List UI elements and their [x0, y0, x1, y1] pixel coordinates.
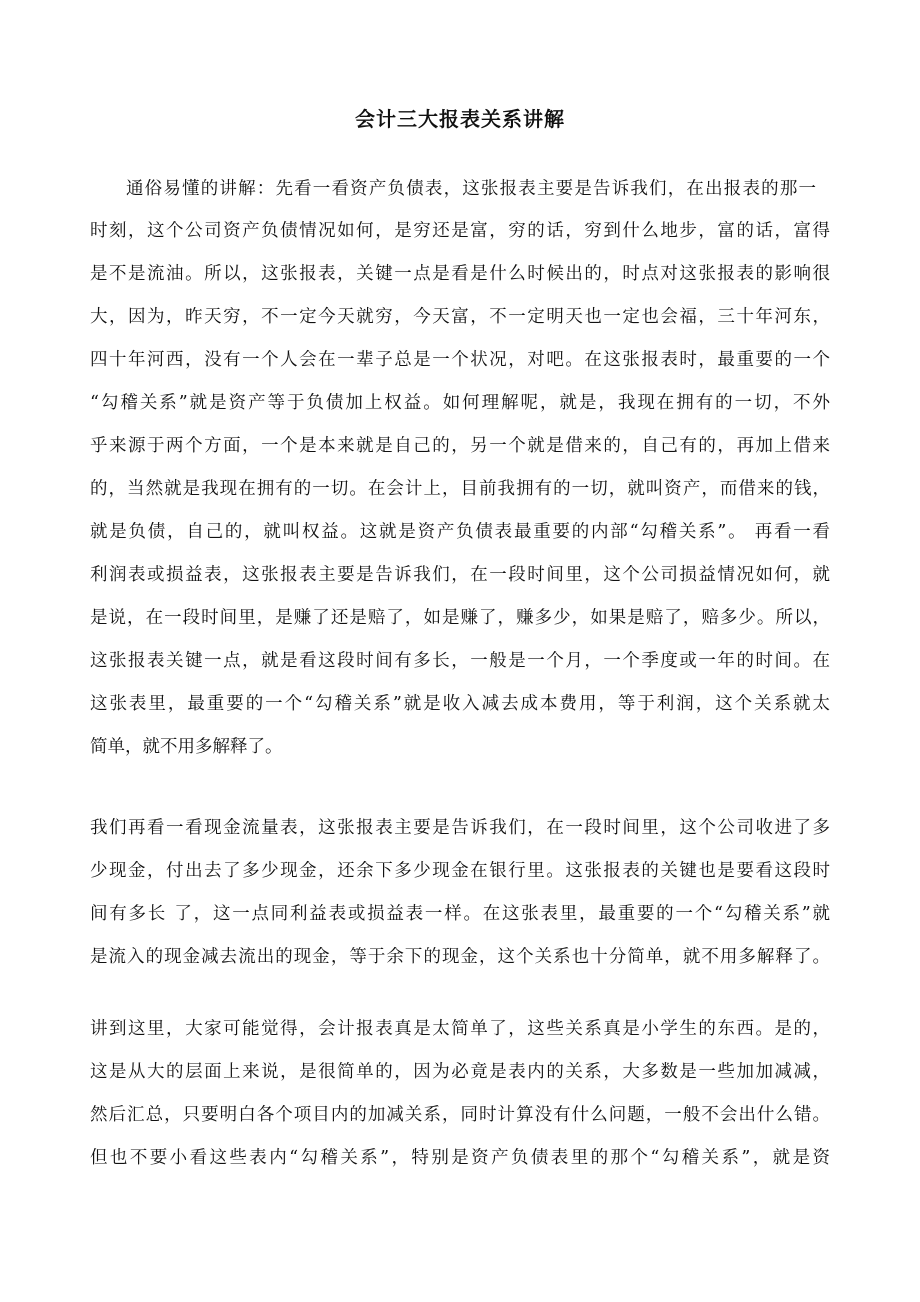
paragraph-1-line-1: 通俗易懂的讲解：先看一看资产负债表，这张报表主要是告诉我们，在出报表的那一 [126, 179, 816, 199]
paragraph-2-line-4: 是流入的现金减去流出的现金，等于余下的现金，这个关系也十分简单，就不用多解释了。 [90, 947, 830, 967]
paragraph-1-line-11: 是说，在一段时间里，是赚了还是赔了，如是赚了，赚多少，如果是赔了，赔多少。所以， [90, 608, 830, 628]
paragraph-2-line-2: 少现金，付出去了多少现金，还余下多少现金在银行里。这张报表的关键也是要看这段时 [90, 861, 830, 881]
paragraph-1-line-2: 时刻，这个公司资产负债情况如何，是穷还是富，穷的话，穷到什么地步，富的话，富得 [90, 221, 830, 241]
paragraph-3-line-1: 讲到这里，大家可能觉得，会计报表真是太简单了，这些关系真是小学生的东西。是的， [90, 1019, 830, 1039]
paragraph-3-line-2: 这是从大的层面上来说，是很简单的，因为必竟是表内的关系，大多数是一些加加减减， [90, 1062, 830, 1082]
paragraph-3-line-3: 然后汇总，只要明白各个项目内的加减关系，同时计算没有什么问题，一般不会出什么错。 [90, 1105, 830, 1125]
document-title: 会计三大报表关系讲解 [355, 107, 565, 131]
paragraph-1-line-9: 就是负债，自己的，就叫权益。这就是资产负债表最重要的内部“勾稽关系”。 再看一看 [90, 522, 830, 542]
paragraph-1-line-5: 四十年河西，没有一个人会在一辈子总是一个状况，对吧。在这张报表时，最重要的一个 [90, 350, 830, 370]
paragraph-1-line-4: 大，因为，昨天穷，不一定今天就穷，今天富，不一定明天也一定也会福，三十年河东， [90, 307, 830, 327]
paragraph-1-line-6: “勾稽关系”就是资产等于负债加上权益。如何理解呢，就是，我现在拥有的一切，不外 [90, 393, 830, 413]
paragraph-1-line-3: 是不是流油。所以，这张报表，关键一点是看是什么时候出的，时点对这张报表的影响很 [90, 264, 830, 284]
paragraph-1-line-7: 乎来源于两个方面，一个是本来就是自己的，另一个就是借来的，自己有的，再加上借来 [90, 436, 830, 456]
paragraph-2-line-1: 我们再看一看现金流量表，这张报表主要是告诉我们，在一段时间里，这个公司收进了多 [90, 818, 830, 838]
paragraph-1-line-10: 利润表或损益表，这张报表主要是告诉我们，在一段时间里，这个公司损益情况如何，就 [90, 565, 830, 585]
paragraph-1-line-14: 简单，就不用多解释了。 [90, 737, 283, 757]
paragraph-3-line-4: 但也不要小看这些表内“勾稽关系”，特别是资产负债表里的那个“勾稽关系”，就是资 [90, 1148, 830, 1168]
paragraph-1-line-12: 这张报表关键一点，就是看这段时间有多长，一般是一个月，一个季度或一年的时间。在 [90, 651, 830, 671]
paragraph-1-line-8: 的，当然就是我现在拥有的一切。在会计上，目前我拥有的一切，就叫资产，而借来的钱， [90, 479, 830, 499]
paragraph-1-line-13: 这张表里，最重要的一个“勾稽关系”就是收入减去成本费用，等于利润，这个关系就太 [90, 694, 830, 714]
paragraph-2-line-3: 间有多长 了，这一点同利益表或损益表一样。在这张表里，最重要的一个“勾稽关系”就 [90, 904, 830, 924]
